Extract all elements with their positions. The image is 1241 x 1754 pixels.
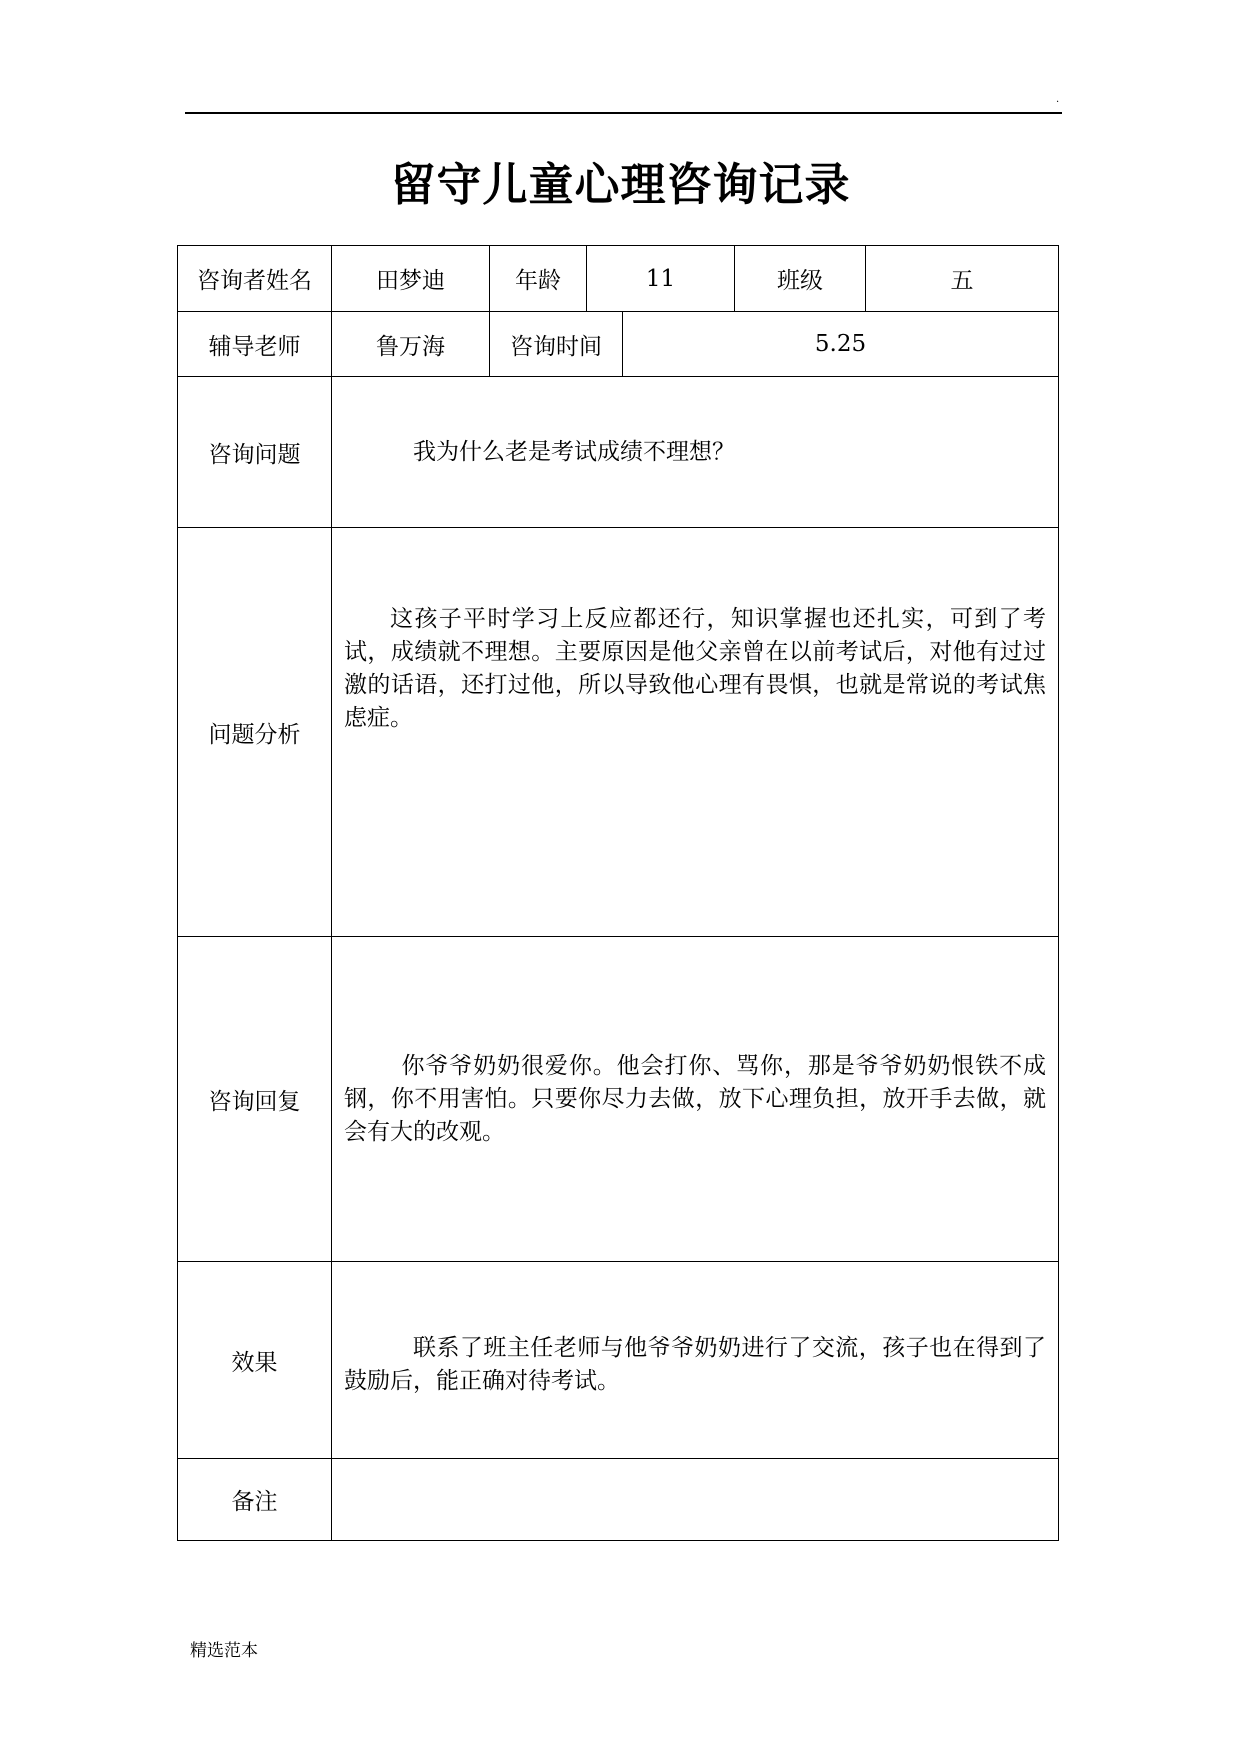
name-label: 咨询者姓名: [178, 246, 332, 312]
effect-cell: [332, 1262, 1059, 1459]
document-title: 留守儿童心理咨询记录: [390, 158, 851, 211]
reply-text: 你爷爷奶奶很爱你。他会打你、骂你，那是爷爷奶奶恨铁不成钢，你不用害怕。只要你尽力去做，放下心理负担，放开手去做，就会有大的改观。: [344, 1053, 1046, 1145]
header-dot: .: [1056, 94, 1060, 105]
age-label: 年龄: [490, 246, 587, 312]
header-rule: [185, 112, 1062, 114]
consultation-record-table: [177, 245, 1059, 1541]
time-value: 5.25: [623, 312, 1059, 377]
analysis-cell: [332, 528, 1059, 937]
remarks-label: 备注: [178, 1459, 332, 1541]
name-value: 田梦迪: [332, 246, 490, 312]
class-label: 班级: [735, 246, 866, 312]
row-reply: [178, 937, 1059, 1262]
row-remarks: [178, 1459, 1059, 1541]
row-teacher-time: [178, 312, 1059, 377]
question-label: 咨询问题: [178, 377, 332, 528]
row-analysis: [178, 528, 1059, 937]
row-effect: [178, 1262, 1059, 1459]
question-cell: [332, 377, 1059, 528]
time-label: 咨询时间: [490, 312, 623, 377]
effect-text: 联系了班主任老师与他爷爷奶奶进行了交流，孩子也在得到了鼓励后，能正确对待考试。: [344, 1335, 1046, 1394]
reply-label: 咨询回复: [178, 937, 332, 1262]
footer-text: 精选范本: [190, 1641, 258, 1661]
analysis-text: 这孩子平时学习上反应都还行，知识掌握也还扎实，可到了考试，成绩就不理想。主要原因是他父亲曾在以前考试后，对他有过过激的话语，还打过他，所以导致他心理有畏惧，也就是常说的考试焦虑症。: [344, 606, 1046, 731]
age-value: 11: [587, 246, 735, 312]
teacher-label: 辅导老师: [178, 312, 332, 377]
class-value: 五: [866, 246, 1059, 312]
teacher-value: 鲁万海: [332, 312, 490, 377]
analysis-label: 问题分析: [178, 528, 332, 937]
row-basic-info: [178, 246, 1059, 312]
effect-label: 效果: [178, 1262, 332, 1459]
row-question: [178, 377, 1059, 528]
reply-cell: [332, 937, 1059, 1262]
remarks-value: [332, 1459, 1059, 1541]
question-text: 我为什么老是考试成绩不理想？: [413, 438, 735, 465]
